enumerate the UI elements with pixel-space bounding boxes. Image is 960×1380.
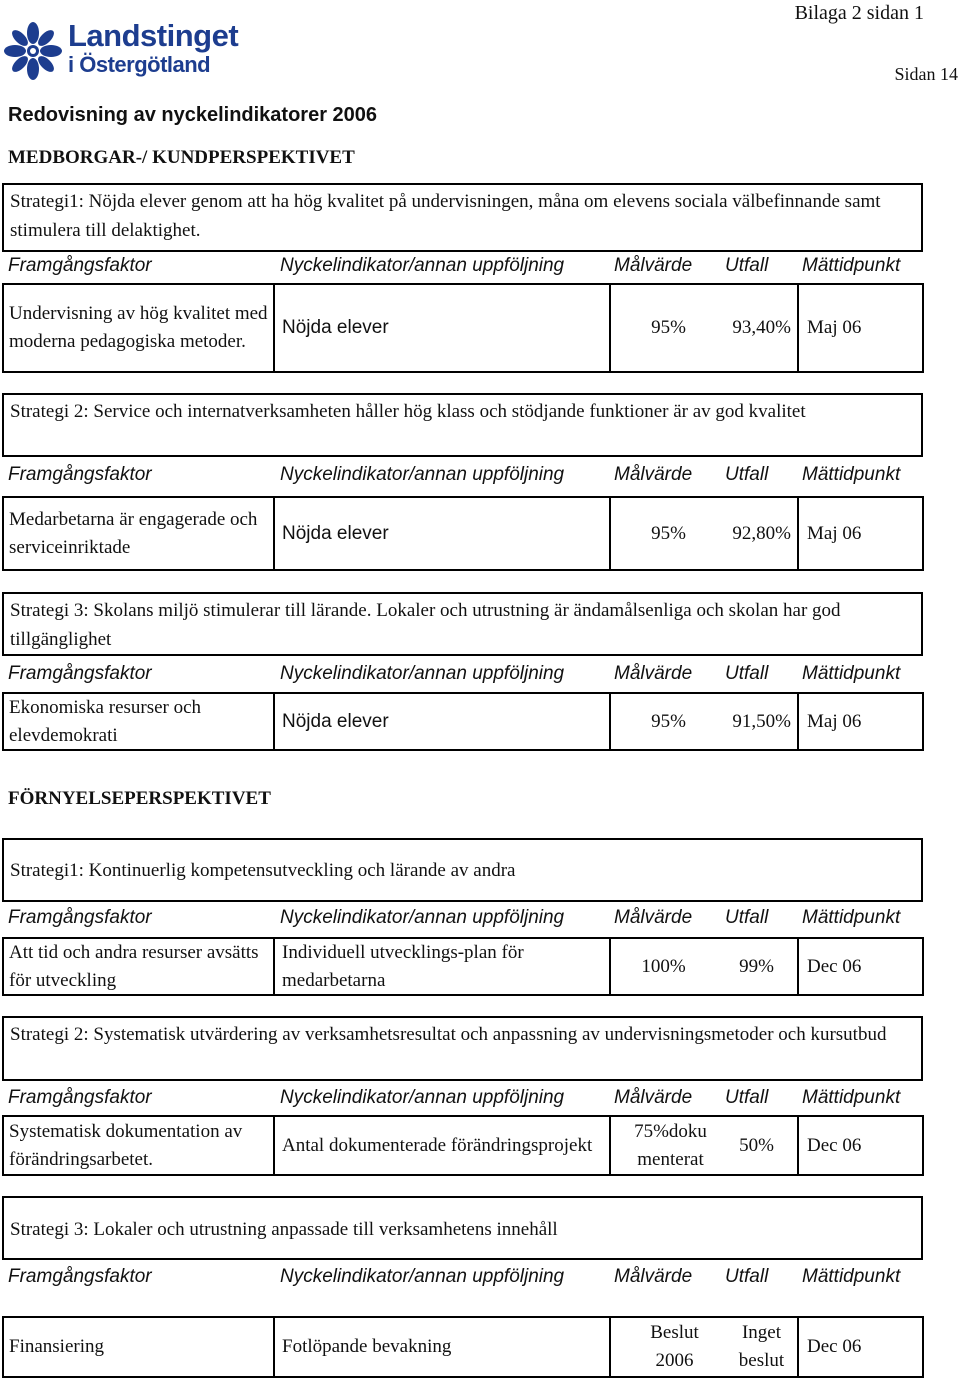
col-header-indicator: Nyckelindikator/annan uppföljning (280, 464, 565, 485)
section-heading: FÖRNYELSEPERSPEKTIVET (8, 788, 271, 809)
col-header-target: Målvärde (614, 255, 693, 276)
cell-outcome: 92,80% (716, 498, 799, 569)
cell-target: 95% (651, 710, 686, 732)
cell-target: 95% (651, 522, 686, 544)
cell-indicator: Nöjda elever (275, 285, 611, 371)
page-number: Sidan 14 (894, 64, 958, 84)
table-row (2, 1316, 924, 1378)
cell-date: Dec 06 (807, 955, 862, 977)
col-header-date: Mättidpunkt (802, 1266, 901, 1287)
cell-indicator: Individuell utvecklings-plan för medarbetarna (275, 939, 611, 994)
col-header-date: Mättidpunkt (802, 907, 901, 928)
table-row (2, 496, 924, 571)
column-header-row (0, 1260, 960, 1292)
col-header-factor: Framgångsfaktor (8, 907, 152, 928)
section-heading: MEDBORGAR-/ KUNDPERSPEKTIVET (8, 147, 355, 168)
strategy-text: Strategi 3: Lokaler och utrustning anpassade till verksamhetens innehåll (2, 1196, 923, 1260)
col-header-indicator: Nyckelindikator/annan uppföljning (280, 1266, 565, 1287)
col-header-factor: Framgångsfaktor (8, 464, 152, 485)
cell-factor: Ekonomiska resurser och elevdemokrati (4, 694, 275, 749)
strategy-text: Strategi 2: Systematisk utvärdering av verksamhetsresultat och anpassning av undervisningsmetoder och kursutbud (2, 1016, 923, 1081)
logo-line-1: Landstinget (68, 18, 239, 53)
cell-outcome: 50% (716, 1117, 799, 1174)
document-title: Redovisning av nyckelindikatorer 2006 (8, 104, 378, 126)
attachment-label: Bilaga 2 sidan 1 (794, 2, 924, 24)
column-header-row (0, 901, 960, 933)
cell-indicator: Fotlöpande bevakning (275, 1318, 611, 1376)
col-header-target: Målvärde (614, 1087, 693, 1108)
col-header-outcome: Utfall (725, 255, 769, 276)
col-header-outcome: Utfall (725, 464, 769, 485)
cell-target: 100% (641, 955, 686, 977)
table-row (2, 283, 924, 373)
table-row (2, 937, 924, 996)
col-header-outcome: Utfall (725, 907, 769, 928)
strategy-text: Strategi1: Kontinuerlig kompetensutveckling och lärande av andra (2, 838, 923, 902)
col-header-factor: Framgångsfaktor (8, 1266, 152, 1287)
cell-indicator: Nöjda elever (275, 694, 611, 749)
col-header-factor: Framgångsfaktor (8, 1087, 152, 1108)
cell-target: Beslut 2006 (650, 1322, 699, 1371)
table-row (2, 1115, 924, 1176)
cell-factor: Att tid och andra resurser avsätts för utveckling (4, 939, 275, 994)
strategy-text: Strategi 3: Skolans miljö stimulerar till lärande. Lokaler och utrustning är ändamålsenliga och skolan har god tillgänglighet (2, 592, 923, 656)
cell-date: Maj 06 (807, 317, 862, 338)
snowflake-icon (4, 22, 62, 80)
col-header-indicator: Nyckelindikator/annan uppföljning (280, 1087, 565, 1108)
cell-date: Dec 06 (807, 1134, 862, 1156)
cell-outcome: Inget beslut (716, 1318, 799, 1376)
cell-outcome: 93,40% (716, 285, 799, 371)
col-header-target: Målvärde (614, 1266, 693, 1287)
column-header-row (0, 1081, 960, 1113)
cell-date: Dec 06 (807, 1336, 862, 1357)
strategy-text: Strategi 2: Service och internatverksamheten håller hög klass och stödjande funktioner är av god kvalitet (2, 393, 923, 457)
col-header-factor: Framgångsfaktor (8, 255, 152, 276)
logo (4, 18, 264, 84)
cell-outcome: 91,50% (716, 694, 799, 749)
col-header-target: Målvärde (614, 663, 693, 684)
col-header-indicator: Nyckelindikator/annan uppföljning (280, 907, 565, 928)
col-header-target: Målvärde (614, 464, 693, 485)
cell-date: Maj 06 (807, 522, 862, 544)
col-header-date: Mättidpunkt (802, 464, 901, 485)
col-header-outcome: Utfall (725, 663, 769, 684)
col-header-date: Mättidpunkt (802, 255, 901, 276)
cell-date: Maj 06 (807, 710, 862, 732)
col-header-indicator: Nyckelindikator/annan uppföljning (280, 663, 565, 684)
col-header-indicator: Nyckelindikator/annan uppföljning (280, 255, 565, 276)
column-header-row (0, 249, 960, 281)
cell-factor: Finansiering (4, 1318, 275, 1376)
cell-factor: Undervisning av hög kvalitet med moderna pedagogiska metoder. (4, 285, 275, 371)
cell-factor: Systematisk dokumentation av förändringsarbetet. (4, 1117, 275, 1174)
col-header-outcome: Utfall (725, 1266, 769, 1287)
cell-outcome: 99% (716, 939, 799, 994)
column-header-row (0, 458, 960, 490)
col-header-outcome: Utfall (725, 1087, 769, 1108)
cell-target: 75%doku menterat (634, 1120, 707, 1170)
col-header-factor: Framgångsfaktor (8, 663, 152, 684)
cell-indicator: Nöjda elever (275, 498, 611, 569)
cell-indicator: Antal dokumenterade förändringsprojekt (275, 1117, 611, 1174)
table-row (2, 692, 924, 751)
strategy-text: Strategi1: Nöjda elever genom att ha hög kvalitet på undervisningen, måna om elevens sociala välbefinnande samt stimulera till delaktighet. (2, 183, 923, 252)
col-header-date: Mättidpunkt (802, 1087, 901, 1108)
column-header-row (0, 657, 960, 689)
col-header-target: Målvärde (614, 907, 693, 928)
col-header-date: Mättidpunkt (802, 663, 901, 684)
cell-factor: Medarbetarna är engagerade och serviceinriktade (4, 498, 275, 569)
logo-line-2: i Östergötland (68, 52, 211, 77)
cell-target: 95% (651, 317, 686, 338)
